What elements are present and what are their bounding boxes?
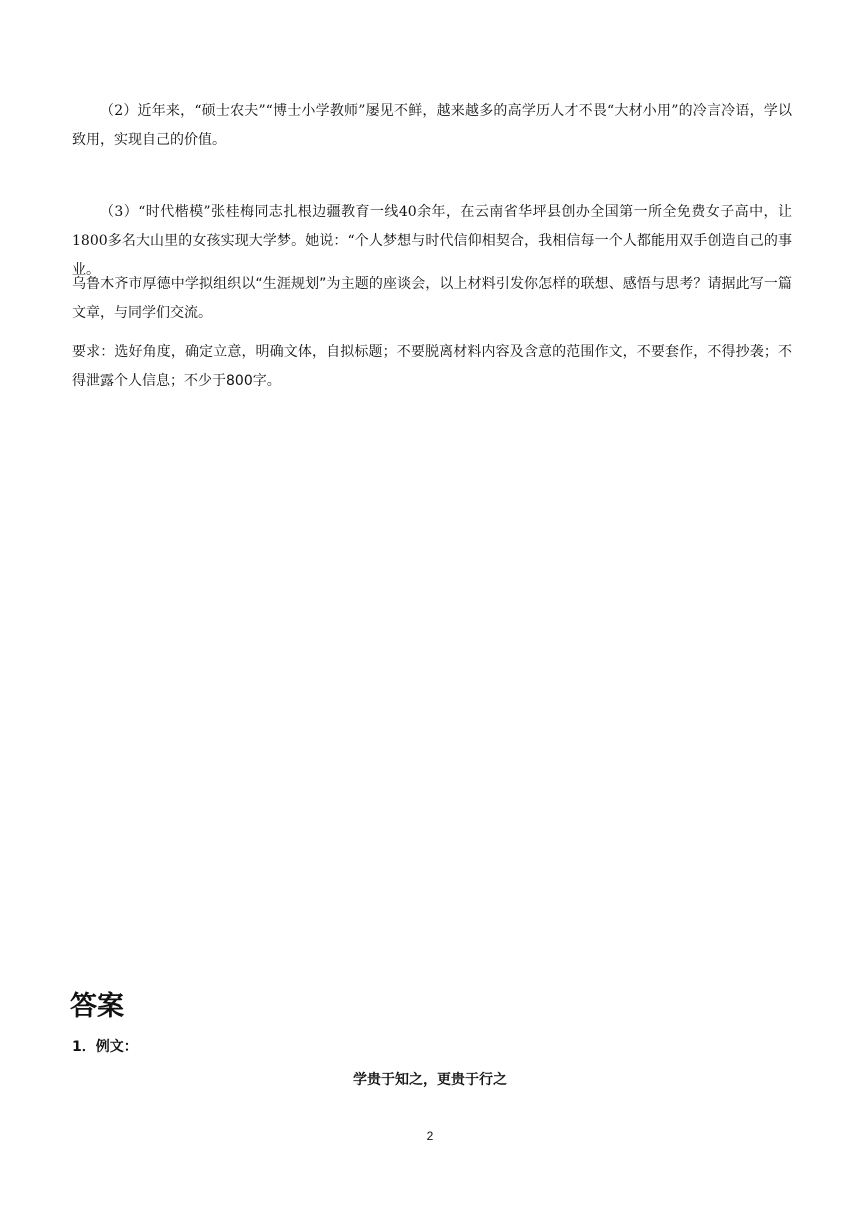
answer-heading: 答案 [70,991,124,1022]
answer-item-label: 1．例文： [72,1039,138,1055]
writing-requirements: 要求：选好角度，确定立意，明确文体，自拟标题；不要脱离材料内容及含意的范围作文，不要套作，不得抄袭；不得泄露个人信息；不少于800字。 [72,344,792,389]
material-item-3: （3）“时代楷模”张桂梅同志扎根边疆教育一线40余年，在云南省华坪县创办全国第一所全免费女子高中，让1800多名大山里的女孩实现大学梦。她说：“个人梦想与时代信仰相契合，我相信每一个人都能用双手创造自己的事业。 [72,204,792,278]
writing-prompt: 乌鲁木齐市厚德中学拟组织以“生涯规划”为主题的座谈会，以上材料引发你怎样的联想、感悟与思考？请据此写一篇文章，与同学们交流。 [72,276,792,321]
material-item-2: （2）近年来，“硕士农夫”“博士小学教师”屡见不鲜，越来越多的高学历人才不畏“大材小用”的冷言冷语，学以致用，实现自己的价值。 [72,103,792,148]
essay-title: 学贵于知之，更贵于行之 [353,1072,507,1088]
page-number: 2 [426,1129,434,1143]
